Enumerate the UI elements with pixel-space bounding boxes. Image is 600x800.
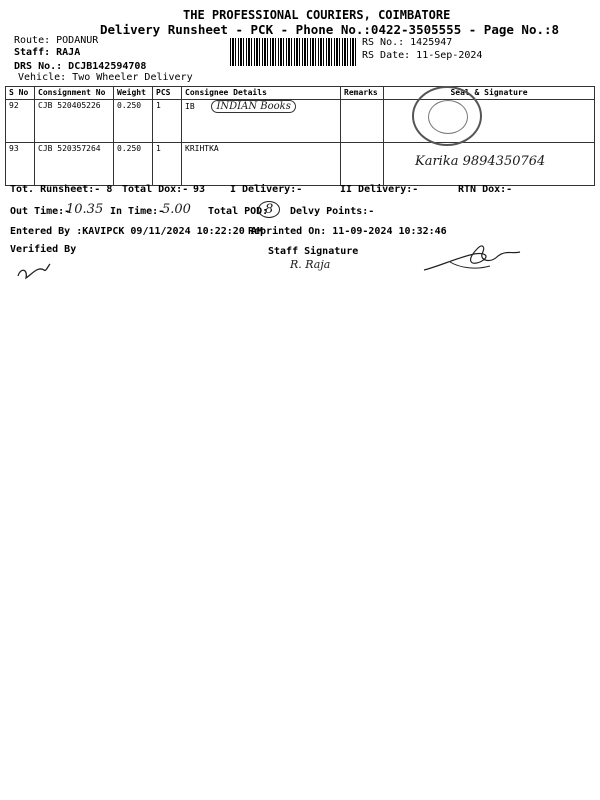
consignee-code: IB [185, 102, 195, 111]
total-dox-label: Total Dox:- [122, 184, 189, 195]
total-runsheet: Tot. Runsheet:- 8 [10, 184, 113, 195]
reprinted-on: Reprinted On: 11-09-2024 10:32:46 [248, 226, 447, 237]
cell-remarks [341, 100, 384, 143]
staff-signature-name: R. Raja [290, 258, 331, 271]
col-pcs: PCS [153, 87, 182, 100]
table-row [6, 100, 595, 143]
handwritten-consignee: INDIAN Books [211, 100, 295, 113]
table-header [6, 87, 595, 100]
verified-by-label: Verified By [10, 244, 77, 255]
drs-number: DRS No.: DCJB142594708 [14, 61, 147, 72]
table-row [6, 143, 595, 186]
rs-date: RS Date: 11-Sep-2024 [362, 50, 483, 61]
cell-consignment: CJB 520357264 [35, 143, 114, 186]
cell-consignee [182, 100, 341, 143]
handwritten-receiver: Karika 9894350764 [415, 154, 546, 169]
cell-weight: 0.250 [114, 100, 153, 143]
total-pod-label: Total POD: [208, 206, 269, 217]
col-weight: Weight [114, 87, 153, 100]
page-subtitle: Delivery Runsheet - PCK - Phone No.:0422-3505555 - Page No.:8 [100, 22, 560, 37]
i-delivery: I Delivery:- [230, 184, 303, 195]
cell-sno: 93 [6, 143, 35, 186]
verifier-signature [14, 256, 54, 284]
staff: Staff: RAJA [14, 47, 81, 58]
col-seal: Seal & Signature [384, 87, 595, 100]
route: Route: PODANUR [14, 35, 99, 46]
staff-signature [420, 240, 530, 278]
total-dox-value: 93 [193, 184, 206, 195]
rtn-dox: RTN Dox:- [458, 184, 513, 195]
company-name: THE PROFESSIONAL COURIERS, COIMBATORE [183, 8, 451, 22]
vehicle: Vehicle: Two Wheeler Delivery [18, 72, 193, 83]
out-time-value: 10.35 [66, 202, 104, 217]
cell-consignee: KRIHTKA [182, 143, 341, 186]
rs-number: RS No.: 1425947 [362, 37, 453, 48]
seal-stamp [412, 86, 482, 146]
total-pod-value: 8 [258, 201, 280, 218]
ii-delivery: II Delivery:- [340, 184, 419, 195]
runsheet-table [5, 86, 595, 186]
delivery-points-label: Delvy Points:- [290, 206, 375, 217]
barcode [230, 38, 356, 66]
col-consignment: Consignment No [35, 87, 114, 100]
col-consignee: Consignee Details [182, 87, 341, 100]
staff-signature-label: Staff Signature [268, 246, 359, 257]
in-time-value: 5.00 [162, 202, 191, 217]
col-sno: S No [6, 87, 35, 100]
cell-seal [384, 143, 595, 186]
cell-remarks [341, 143, 384, 186]
cell-weight: 0.250 [114, 143, 153, 186]
out-time-label: Out Time:- [10, 206, 71, 217]
in-time-label: In Time:- [110, 206, 165, 217]
cell-consignment: CJB 520405226 [35, 100, 114, 143]
cell-pcs: 1 [153, 143, 182, 186]
entered-by: Entered By :KAVIPCK 09/11/2024 10:22:20 AM [10, 226, 263, 237]
col-remarks: Remarks [341, 87, 384, 100]
cell-pcs: 1 [153, 100, 182, 143]
cell-sno: 92 [6, 100, 35, 143]
